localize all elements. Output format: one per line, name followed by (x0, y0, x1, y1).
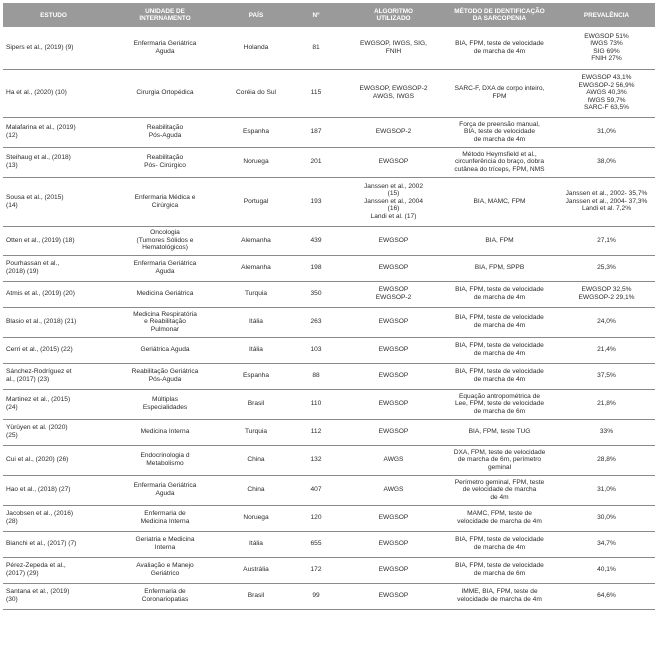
cell-algoritmo: AWGS (346, 445, 441, 475)
table-row (3, 475, 655, 505)
cell-pais: Coréia do Sul (226, 69, 286, 117)
cell-unidade: Reabilitação Geriátrica Pós-Aguda (104, 363, 226, 389)
cell-prevalencia: Janssen et al., 2002- 35,7% Janssen et al., 2004- 37,3% Landi et al. 7,2% (558, 177, 655, 226)
table-body (3, 27, 655, 609)
table-row (3, 445, 655, 475)
cell-pais: China (226, 475, 286, 505)
cell-prevalencia: 27,1% (558, 226, 655, 255)
table-row (3, 419, 655, 445)
table-row (3, 531, 655, 557)
cell-metodo: Método Heymsfield et al., circunferência do braço, dobra cutânea do tríceps, FPM, NMS (441, 147, 558, 177)
cell-unidade: Medicina Geriátrica (104, 281, 226, 307)
cell-estudo: Yürüyen et al. (2020) (25) (3, 419, 104, 445)
cell-estudo: Martinez et al., (2015) (24) (3, 389, 104, 419)
cell-prevalencia: 24,0% (558, 307, 655, 337)
cell-estudo: Hao et al., (2018) (27) (3, 475, 104, 505)
cell-metodo: SARC-F, DXA de corpo inteiro, FPM (441, 69, 558, 117)
cell-n: 103 (286, 337, 346, 363)
cell-n: 112 (286, 419, 346, 445)
cell-estudo: Bianchi et al., (2017) (7) (3, 531, 104, 557)
cell-unidade: Reabilitação Pós- Cirúrgico (104, 147, 226, 177)
cell-estudo: Sousa et al., (2015) (14) (3, 177, 104, 226)
cell-pais: Brasil (226, 389, 286, 419)
cell-metodo: BIA, FPM, teste de velocidade de marcha de 4m (441, 337, 558, 363)
column-header-unidade: UNIDADE DE INTERNAMENTO (104, 3, 226, 27)
sarcopenia-studies-table (3, 3, 655, 610)
cell-unidade: Geriátrica Aguda (104, 337, 226, 363)
cell-unidade: Avaliação e Manejo Geriátrico (104, 557, 226, 583)
cell-n: 187 (286, 117, 346, 147)
cell-metodo: BIA, FPM, teste TUG (441, 419, 558, 445)
cell-prevalencia: 40,1% (558, 557, 655, 583)
table-row (3, 557, 655, 583)
cell-pais: China (226, 445, 286, 475)
cell-algoritmo: EWGSOP (346, 557, 441, 583)
cell-algoritmo: Janssen et al., 2002 (15) Janssen et al., 2004 (16) Landi et al. (17) (346, 177, 441, 226)
cell-n: 99 (286, 583, 346, 609)
cell-metodo: MAMC, FPM, teste de velocidade de marcha de 4m (441, 505, 558, 531)
cell-prevalencia: EWGSOP 51% IWGS 73% SIG 69% FNIH 27% (558, 27, 655, 69)
cell-algoritmo: EWGSOP, IWGS, SIG, FNIH (346, 27, 441, 69)
cell-estudo: Sipers et al., (2019) (9) (3, 27, 104, 69)
cell-algoritmo: EWGSOP (346, 226, 441, 255)
cell-metodo: BIA, FPM (441, 226, 558, 255)
cell-prevalencia: 28,8% (558, 445, 655, 475)
cell-prevalencia: 64,6% (558, 583, 655, 609)
cell-unidade: Enfermaria Geriátrica Aguda (104, 255, 226, 281)
cell-pais: Itália (226, 531, 286, 557)
cell-prevalencia: 25,3% (558, 255, 655, 281)
cell-pais: Austrália (226, 557, 286, 583)
table-row (3, 177, 655, 226)
cell-pais: Itália (226, 337, 286, 363)
cell-metodo: BIA, FPM, teste de velocidade de marcha de 4m (441, 307, 558, 337)
cell-estudo: Malafarina et al., (2019) (12) (3, 117, 104, 147)
cell-estudo: Steihaug et al., (2018) (13) (3, 147, 104, 177)
cell-metodo: Força de preensão manual, BIA, teste de velocidade de marcha de 4m (441, 117, 558, 147)
cell-algoritmo: EWGSOP (346, 147, 441, 177)
cell-algoritmo: EWGSOP, EWGSOP-2 AWGS, IWGS (346, 69, 441, 117)
cell-algoritmo: AWGS (346, 475, 441, 505)
cell-n: 172 (286, 557, 346, 583)
cell-pais: Alemanha (226, 255, 286, 281)
cell-prevalencia: 31,0% (558, 475, 655, 505)
cell-algoritmo: EWGSOP (346, 363, 441, 389)
cell-n: 263 (286, 307, 346, 337)
cell-estudo: Blasio et al., (2018) (21) (3, 307, 104, 337)
cell-algoritmo: EWGSOP (346, 583, 441, 609)
table-row (3, 337, 655, 363)
cell-unidade: Reabilitação Pós-Aguda (104, 117, 226, 147)
cell-algoritmo: EWGSOP (346, 531, 441, 557)
table-row (3, 226, 655, 255)
cell-n: 201 (286, 147, 346, 177)
cell-unidade: Múltiplas Especialidades (104, 389, 226, 419)
cell-unidade: Enfermaria de Medicina Interna (104, 505, 226, 531)
cell-algoritmo: EWGSOP EWGSOP-2 (346, 281, 441, 307)
cell-pais: Turquia (226, 281, 286, 307)
cell-metodo: IMME, BIA, FPM, teste de velocidade de marcha de 4m (441, 583, 558, 609)
table-row (3, 117, 655, 147)
cell-algoritmo: EWGSOP (346, 389, 441, 419)
table-row (3, 363, 655, 389)
cell-metodo: BIA, FPM, teste de velocidade de marcha de 4m (441, 27, 558, 69)
cell-estudo: Pérez-Zepeda et al., (2017) (29) (3, 557, 104, 583)
cell-pais: Noruega (226, 147, 286, 177)
cell-estudo: Atmis et al., (2019) (20) (3, 281, 104, 307)
header-row (3, 3, 655, 27)
table-row (3, 505, 655, 531)
cell-pais: Portugal (226, 177, 286, 226)
cell-n: 407 (286, 475, 346, 505)
cell-pais: Turquia (226, 419, 286, 445)
table-row (3, 583, 655, 609)
column-header-estudo: ESTUDO (3, 3, 104, 27)
cell-pais: Holanda (226, 27, 286, 69)
cell-pais: Brasil (226, 583, 286, 609)
cell-unidade: Enfermaria Geriátrica Aguda (104, 27, 226, 69)
cell-metodo: BIA, FPM, teste de velocidade de marcha de 4m (441, 281, 558, 307)
cell-n: 198 (286, 255, 346, 281)
cell-metodo: Equação antropométrica de Lee, FPM, teste de velocidade de marcha de 6m (441, 389, 558, 419)
column-header-pais: PAÍS (226, 3, 286, 27)
column-header-metodo: MÉTODO DE IDENTIFICAÇÃO DA SARCOPENIA (441, 3, 558, 27)
cell-metodo: DXA, FPM, teste de velocidade de marcha de 6m, perímetro geminal (441, 445, 558, 475)
cell-prevalencia: EWGSOP 43,1% EWGSOP-2 56,9% AWGS 40,3% IWGS 59,7% SARC-F 63,5% (558, 69, 655, 117)
cell-pais: Itália (226, 307, 286, 337)
table-row (3, 281, 655, 307)
cell-n: 350 (286, 281, 346, 307)
cell-algoritmo: EWGSOP (346, 255, 441, 281)
cell-metodo: BIA, MAMC, FPM (441, 177, 558, 226)
cell-n: 439 (286, 226, 346, 255)
cell-n: 193 (286, 177, 346, 226)
cell-estudo: Cerri et al., (2015) (22) (3, 337, 104, 363)
cell-n: 81 (286, 27, 346, 69)
cell-prevalencia: 30,0% (558, 505, 655, 531)
cell-unidade: Medicina Respiratória e Reabilitação Pulmonar (104, 307, 226, 337)
cell-prevalencia: 31,0% (558, 117, 655, 147)
cell-estudo: Pourhassan et al., (2018) (19) (3, 255, 104, 281)
cell-pais: Noruega (226, 505, 286, 531)
cell-estudo: Jacobsen et al., (2016) (28) (3, 505, 104, 531)
cell-estudo: Santana et al., (2019) (30) (3, 583, 104, 609)
cell-metodo: BIA, FPM, teste de velocidade de marcha de 6m (441, 557, 558, 583)
cell-pais: Espanha (226, 363, 286, 389)
cell-n: 655 (286, 531, 346, 557)
column-header-n: Nº (286, 3, 346, 27)
cell-algoritmo: EWGSOP (346, 337, 441, 363)
cell-prevalencia: 21,8% (558, 389, 655, 419)
cell-metodo: BIA, FPM, SPPB (441, 255, 558, 281)
cell-prevalencia: 33% (558, 419, 655, 445)
column-header-prevalencia: PREVALÊNCIA (558, 3, 655, 27)
table-row (3, 255, 655, 281)
cell-pais: Espanha (226, 117, 286, 147)
cell-unidade: Enfermaria Médica e Cirúrgica (104, 177, 226, 226)
table-row (3, 27, 655, 69)
cell-prevalencia: 37,5% (558, 363, 655, 389)
cell-prevalencia: 21,4% (558, 337, 655, 363)
cell-prevalencia: 34,7% (558, 531, 655, 557)
cell-algoritmo: EWGSOP (346, 307, 441, 337)
cell-estudo: Otten et al., (2019) (18) (3, 226, 104, 255)
cell-unidade: Endocrinologia d Metabolismo (104, 445, 226, 475)
cell-unidade: Medicina Interna (104, 419, 226, 445)
cell-n: 120 (286, 505, 346, 531)
table-row (3, 147, 655, 177)
cell-n: 132 (286, 445, 346, 475)
table-row (3, 389, 655, 419)
cell-algoritmo: EWGSOP-2 (346, 117, 441, 147)
cell-n: 110 (286, 389, 346, 419)
table-row (3, 69, 655, 117)
table-row (3, 307, 655, 337)
cell-pais: Alemanha (226, 226, 286, 255)
cell-prevalencia: EWGSOP 32,5% EWGSOP-2 29,1% (558, 281, 655, 307)
cell-n: 88 (286, 363, 346, 389)
cell-unidade: Geriatria e Medicina Interna (104, 531, 226, 557)
cell-unidade: Oncologia (Tumores Sólidos e Hematológicos) (104, 226, 226, 255)
cell-unidade: Enfermaria Geriátrica Aguda (104, 475, 226, 505)
cell-algoritmo: EWGSOP (346, 419, 441, 445)
cell-metodo: BIA, FPM, teste de velocidade de marcha de 4m (441, 363, 558, 389)
cell-estudo: Sánchez-Rodríguez et al., (2017) (23) (3, 363, 104, 389)
cell-estudo: Ha et al., (2020) (10) (3, 69, 104, 117)
cell-unidade: Cirurgia Ortopédica (104, 69, 226, 117)
cell-algoritmo: EWGSOP (346, 505, 441, 531)
column-header-algoritmo: ALGORITMO UTILIZADO (346, 3, 441, 27)
cell-metodo: Perímetro geminal, FPM, teste de velocidade de marcha de 4m (441, 475, 558, 505)
cell-n: 115 (286, 69, 346, 117)
cell-metodo: BIA, FPM, teste de velocidade de marcha de 4m (441, 531, 558, 557)
cell-estudo: Cui et al., (2020) (26) (3, 445, 104, 475)
cell-unidade: Enfermaria de Coronariopatias (104, 583, 226, 609)
cell-prevalencia: 38,0% (558, 147, 655, 177)
